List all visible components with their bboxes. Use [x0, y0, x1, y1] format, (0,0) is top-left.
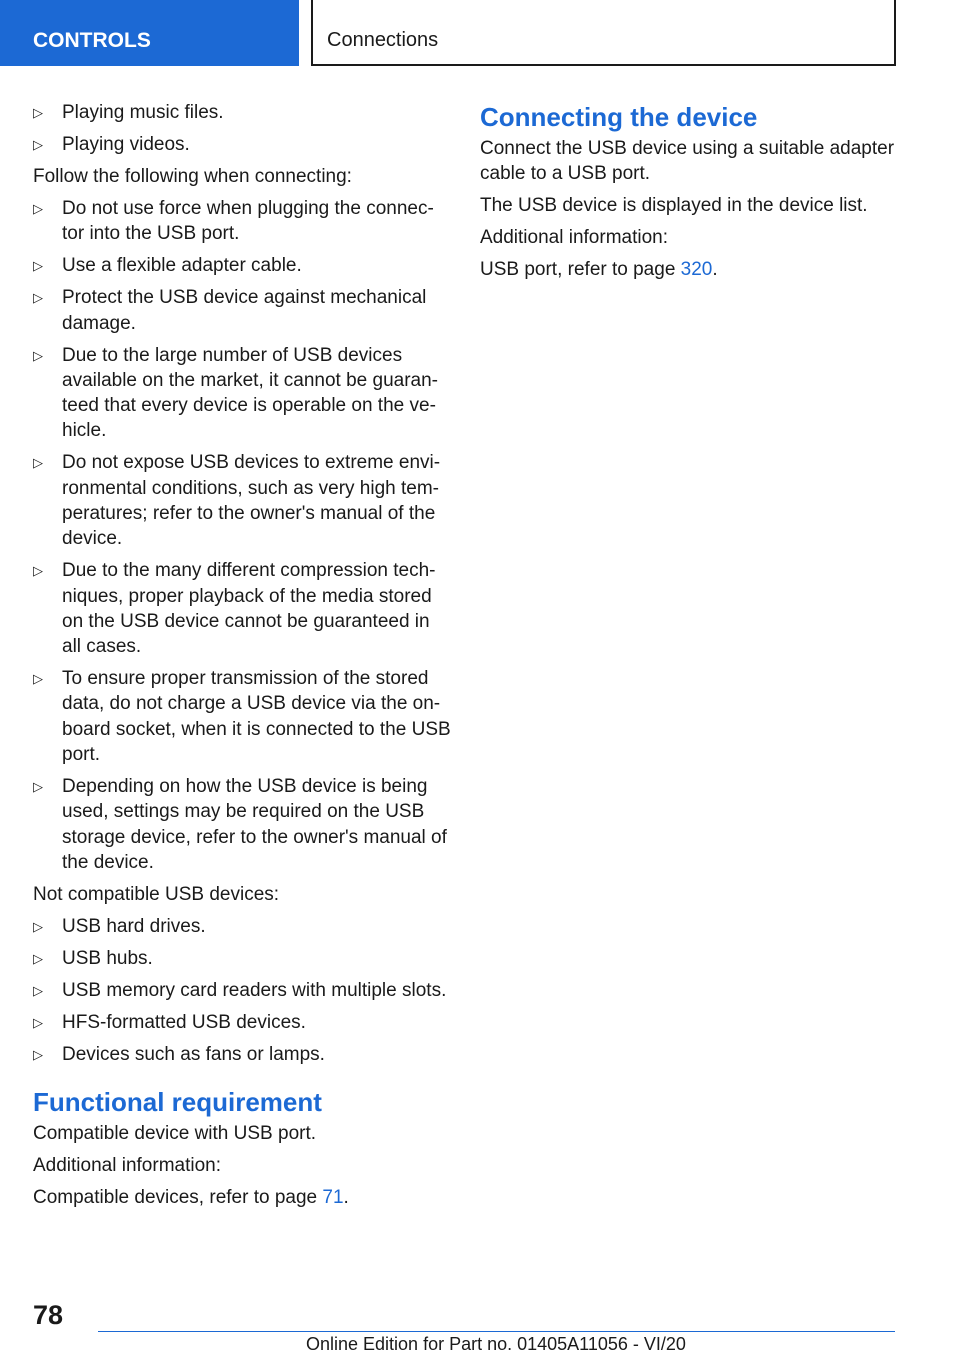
triangle-bullet-icon: ▷ [33, 671, 43, 687]
list-item: ▷ To ensure proper transmission of the stored data, do not charge a USB device via the on-board socket, when it is connected to the USB port. [33, 668, 451, 766]
triangle-bullet-icon: ▷ [33, 1014, 43, 1030]
left-column [33, 100, 453, 1217]
triangle-bullet-icon: ▷ [33, 455, 43, 471]
list-item: ▷ Depending on how the USB device is being used, settings may be required on the USB storage device, refer to the owner's manual of the device. [33, 776, 447, 873]
functional-requirement-heading: Functional requirement [33, 1087, 322, 1118]
triangle-bullet-icon: ▷ [33, 200, 43, 216]
list-item: ▷ Playing videos. [33, 132, 453, 157]
connect-paragraph: Connect the USB device using a suitable adapter cable to a USB port. [480, 138, 895, 185]
triangle-bullet-icon: ▷ [33, 982, 43, 998]
page-reference: USB port, refer to page 320. [480, 259, 718, 281]
list-item: ▷ Playing music files. [33, 100, 453, 125]
list-item: ▷ Devices such as fans or lamps. [33, 1042, 453, 1067]
section-tab: CONTROLS [0, 0, 299, 66]
triangle-bullet-icon: ▷ [33, 563, 43, 579]
edition-footer: Online Edition for Part no. 01405A11056 - VI/20 [306, 1334, 686, 1354]
triangle-bullet-icon: ▷ [33, 290, 43, 306]
device-list-paragraph: The USB device is displayed in the device list. [480, 195, 868, 217]
chapter-title: Connections [311, 0, 896, 66]
additional-info-label: Additional information: [33, 1155, 221, 1177]
footer-divider [98, 1331, 895, 1332]
triangle-bullet-icon: ▷ [33, 258, 43, 274]
triangle-bullet-icon: ▷ [33, 1046, 43, 1062]
triangle-bullet-icon: ▷ [33, 105, 43, 120]
right-column [480, 100, 905, 289]
page-reference: Compatible devices, refer to page 71. [33, 1187, 349, 1209]
triangle-bullet-icon: ▷ [33, 918, 43, 934]
list-item: ▷ Do not use force when plugging the connec-tor into the USB port. [33, 197, 434, 245]
list-item: ▷ Do not expose USB devices to extreme envi-ronmental conditions, such as very high tem-peratures; refer to the owner's manual of the device. [33, 452, 441, 550]
list-item: ▷ Protect the USB device against mechanical damage. [33, 287, 427, 334]
additional-info-label: Additional information: [480, 227, 668, 249]
functional-line: Compatible device with USB port. [33, 1123, 317, 1145]
list-item: ▷ USB memory card readers with multiple slots. [33, 978, 453, 1003]
triangle-bullet-icon: ▷ [33, 136, 43, 152]
list-item: ▷ Use a flexible adapter cable. [33, 253, 453, 278]
page-number: 78 [33, 1300, 64, 1330]
connecting-device-heading: Connecting the device [480, 102, 758, 132]
list-item: ▷ USB hubs. [33, 946, 453, 971]
triangle-bullet-icon: ▷ [33, 950, 43, 966]
triangle-bullet-icon: ▷ [33, 779, 43, 794]
page-link[interactable]: 71 [322, 1187, 344, 1209]
not-compatible-label: Not compatible USB devices: [33, 883, 280, 905]
list-item: ▷ HFS-formatted USB devices. [33, 1010, 453, 1035]
follow-label: Follow the following when connecting: [33, 165, 352, 187]
list-item: ▷ Due to the many different compression tech-niques, proper playback of the media stored on the USB device cannot be guaranteed in all cases. [33, 560, 436, 658]
page-link[interactable]: 320 [680, 259, 713, 281]
triangle-bullet-icon: ▷ [33, 347, 43, 363]
list-item: ▷ Due to the large number of USB devices available on the market, it cannot be guaran-teed that every device is operable on the ve-hicle. [33, 344, 439, 442]
list-item: ▷ USB hard drives. [33, 914, 453, 939]
